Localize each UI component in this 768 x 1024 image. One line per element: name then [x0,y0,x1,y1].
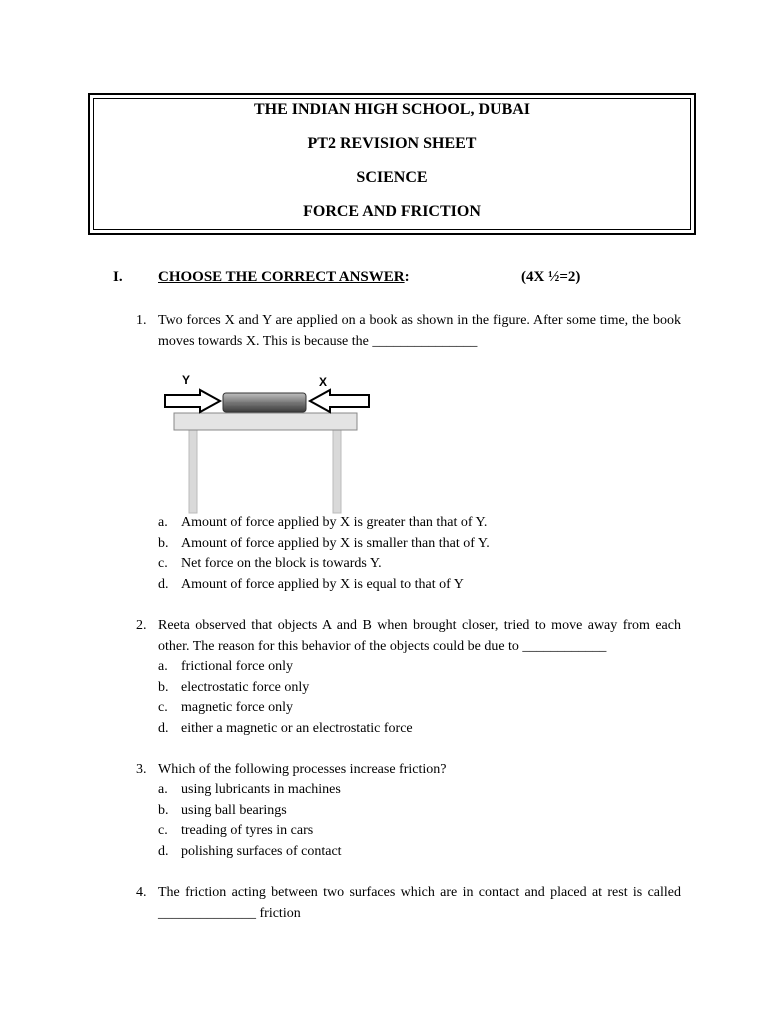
arrow-y [165,390,220,412]
option-d: d. either a magnetic or an electrostatic force [158,720,413,736]
option-a: a. using lubricants in machines [158,782,341,797]
section-title: CHOOSE THE CORRECT ANSWER: [158,269,410,285]
option-c: c. treading of tyres in cars [158,823,314,838]
question-2 [136,616,681,657]
subject-title: SCIENCE [356,169,428,186]
diagram-svg [160,370,375,515]
option-a: a. frictional force only [158,659,293,674]
question-1-options [158,513,678,595]
question-text: The friction acting between two surfaces which are in contact and placed at rest is called ______________ friction [158,885,681,921]
force-diagram [160,370,375,515]
arrow-x [310,390,369,412]
section-heading [113,269,713,289]
option-c: c. Net force on the block is towards Y. [158,556,382,571]
question-text: Reeta observed that objects A and B when brought closer, tried to move away from each other. The reason for this behavior of the objects could be due to ____________ [158,618,681,654]
header-inner-border [93,98,691,230]
option-c: c. magnetic force only [158,700,293,715]
table-leg-right [333,430,341,513]
topic-title: FORCE AND FRICTION [303,203,481,220]
section-number: I. [113,269,123,285]
question-4 [136,883,681,924]
question-text: Which of the following processes increase friction? [158,762,447,777]
table-leg-left [189,430,197,513]
question-number: 4. [136,885,147,900]
question-text: Two forces X and Y are applied on a book as shown in the figure. After some time, the book moves towards X. This is because the _______________ [158,313,681,349]
question-number: 2. [136,618,147,633]
sheet-title: PT2 REVISION SHEET [307,135,477,152]
option-a: a. Amount of force applied by X is greater than that of Y. [158,515,488,530]
question-3 [136,760,681,781]
question-2-options [158,657,678,739]
question-number: 3. [136,762,147,777]
option-b: b. electrostatic force only [158,679,310,695]
option-d: d. polishing surfaces of contact [158,843,342,859]
question-number: 1. [136,313,147,328]
book [223,393,306,412]
table-top [174,413,357,430]
option-d: d. Amount of force applied by X is equal to that of Y [158,576,464,592]
header-box [88,93,696,235]
label-y: Y [182,373,191,387]
option-b: b. using ball bearings [158,802,287,818]
question-1 [136,311,681,352]
school-name: THE INDIAN HIGH SCHOOL, DUBAI [253,101,531,118]
option-b: b. Amount of force applied by X is smaller than that of Y. [158,535,490,551]
question-3-options [158,780,678,862]
label-x: X [319,375,328,389]
section-marks: (4X ½=2) [521,269,581,285]
